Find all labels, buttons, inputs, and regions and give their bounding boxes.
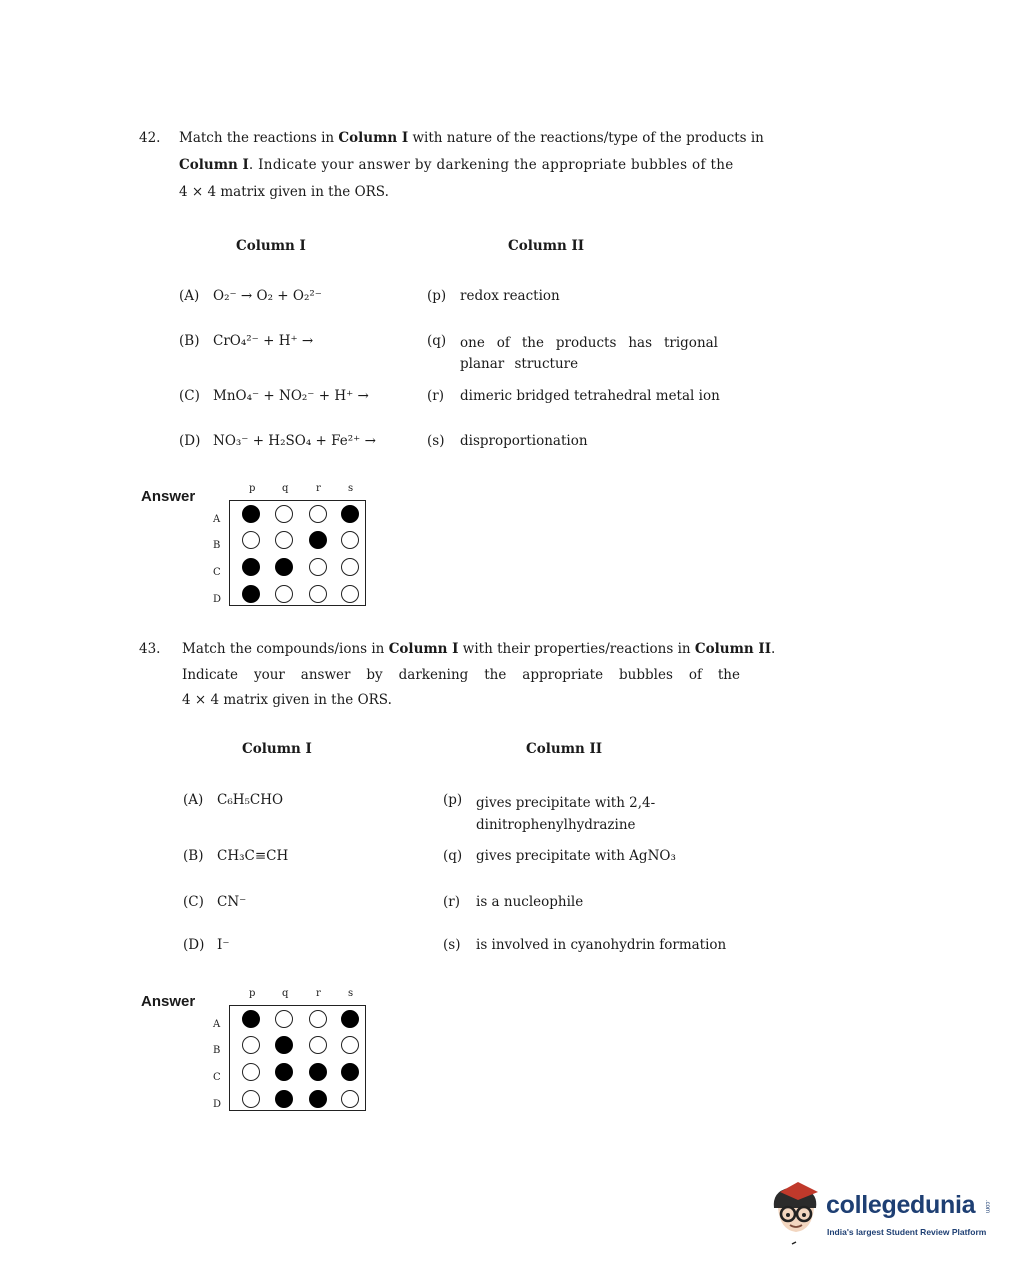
q42-bubble-c-q: [275, 558, 293, 576]
q43-line-2-word: darkening: [398, 667, 469, 683]
q43-line-2-word: the: [717, 667, 740, 683]
q43-bubble-d-p: [242, 1090, 260, 1108]
q43-bubble-c-q: [275, 1063, 293, 1081]
q43-grid-row-d: D: [213, 1099, 222, 1110]
q43-column-1-heading: Column I: [242, 741, 312, 757]
q42-bubble-a-q: [275, 505, 293, 523]
q43-line-2-word: answer: [300, 667, 351, 683]
q42-grid-row-a: A: [213, 514, 221, 525]
q42-bubble-b-s: [341, 531, 359, 549]
q42-bubble-d-q: [275, 585, 293, 603]
q43-line-2-word: Indicate: [182, 667, 239, 683]
q43-grid-col-p: p: [249, 988, 256, 999]
q43-bubble-a-p: [242, 1010, 260, 1028]
q42-answer-grid: [205, 480, 375, 610]
q43-item-a: (A) C₆H₅CHO: [183, 792, 284, 808]
q43-line-2-word: your: [253, 667, 285, 683]
q43-line-2: [182, 667, 740, 683]
q42-answer-label: Answer: [141, 488, 196, 505]
mascot-icon: [766, 1178, 826, 1248]
q43-grid-col-s: s: [348, 988, 354, 999]
q43-bubble-b-q: [275, 1036, 293, 1054]
q42-grid-col-r: r: [316, 483, 321, 494]
q43-answer-grid: [205, 985, 375, 1115]
q42-bubble-b-p: [242, 531, 260, 549]
q43-line-2-word: the: [484, 667, 507, 683]
q42-bubble-b-q: [275, 531, 293, 549]
q42-item-d: (D) NO₃⁻ + H₂SO₄ + Fe²⁺ →: [179, 433, 376, 449]
q43-bubble-b-s: [341, 1036, 359, 1054]
q42-line-3: 4 × 4 matrix given in the ORS.: [179, 184, 389, 200]
q42-prop-p: (p) redox reaction: [427, 288, 560, 304]
q42-bubble-a-r: [309, 505, 327, 523]
q43-bubble-c-s: [341, 1063, 359, 1081]
q42-item-c: (C) MnO₄⁻ + NO₂⁻ + H⁺ →: [179, 388, 369, 404]
q42-bubble-c-p: [242, 558, 260, 576]
q42-bubble-d-r: [309, 585, 327, 603]
q43-item-c: (C) CN⁻: [183, 894, 247, 910]
q43-grid-row-a: A: [213, 1019, 221, 1030]
q43-line-2-word: by: [366, 667, 383, 683]
q42-bubble-d-p: [242, 585, 260, 603]
q42-number: 42.: [139, 130, 161, 146]
q42-grid-row-d: D: [213, 594, 222, 605]
q42-item-a: (A) O₂⁻ → O₂ + O₂²⁻: [179, 288, 322, 304]
q42-item-b: (B) CrO₄²⁻ + H⁺ →: [179, 333, 314, 349]
q43-line-2-word: appropriate: [522, 667, 604, 683]
q43-bubble-a-q: [275, 1010, 293, 1028]
q43-prop-q: (q) gives precipitate with AgNO₃: [443, 848, 676, 864]
q43-prop-r: (r) is a nucleophile: [443, 894, 584, 910]
q43-grid-col-r: r: [316, 988, 321, 999]
q42-prop-q: (q) one of the products has trigonal planar structure: [427, 333, 718, 372]
q43-bubble-d-s: [341, 1090, 359, 1108]
q43-prop-s: (s) is involved in cyanohydrin formation: [443, 937, 727, 953]
brand-tld: .com: [984, 1200, 990, 1214]
q43-answer-label: Answer: [141, 993, 196, 1010]
q43-bubble-c-p: [242, 1063, 260, 1081]
q42-bubble-b-r: [309, 531, 327, 549]
q43-column-2-heading: Column II: [526, 741, 603, 757]
q43-number: 43.: [139, 641, 161, 657]
q43-bubble-a-s: [341, 1010, 359, 1028]
q43-item-b: (B) CH₃C≡CH: [183, 848, 289, 864]
collegedunia-mascot-logo: [766, 1178, 826, 1248]
q43-prop-p: (p) gives precipitate with 2,4-dinitrophenylhydrazine: [443, 792, 656, 833]
q43-line-2-word: of: [688, 667, 702, 683]
q43-line-1: Match the compounds/ions in Column I with their properties/reactions in Column II.: [182, 641, 776, 657]
q42-line-2: Column I. Indicate your answer by darkening the appropriate bubbles of the: [179, 157, 734, 173]
q42-column-2-heading: Column II: [508, 238, 585, 254]
q43-bubble-b-r: [309, 1036, 327, 1054]
q42-line-1: Match the reactions in Column I with nature of the reactions/type of the products in: [179, 130, 764, 146]
q42-prop-s: (s) disproportionation: [427, 433, 588, 449]
q42-bubble-a-p: [242, 505, 260, 523]
q43-bubble-d-r: [309, 1090, 327, 1108]
q42-grid-col-s: s: [348, 483, 354, 494]
q43-bubble-c-r: [309, 1063, 327, 1081]
q43-line-2-word: bubbles: [619, 667, 673, 683]
q43-grid-row-b: B: [213, 1045, 221, 1056]
q43-grid-col-q: q: [282, 988, 289, 999]
q42-prop-r: (r) dimeric bridged tetrahedral metal ion: [427, 388, 720, 404]
q42-bubble-c-s: [341, 558, 359, 576]
q42-grid-row-c: C: [213, 567, 221, 578]
q42-grid-row-b: B: [213, 540, 221, 551]
brand-tagline: India's largest Student Review Platform: [827, 1227, 987, 1237]
q42-bubble-a-s: [341, 505, 359, 523]
q43-item-d: (D) I⁻: [183, 937, 230, 953]
q42-column-1-heading: Column I: [236, 238, 306, 254]
q42-grid-col-p: p: [249, 483, 256, 494]
q43-bubble-d-q: [275, 1090, 293, 1108]
q43-bubble-b-p: [242, 1036, 260, 1054]
q43-bubble-a-r: [309, 1010, 327, 1028]
q43-grid-row-c: C: [213, 1072, 221, 1083]
brand-name: collegedunia: [826, 1191, 976, 1219]
q43-line-3: 4 × 4 matrix given in the ORS.: [182, 692, 392, 708]
q42-grid-col-q: q: [282, 483, 289, 494]
q42-bubble-d-s: [341, 585, 359, 603]
q42-bubble-c-r: [309, 558, 327, 576]
